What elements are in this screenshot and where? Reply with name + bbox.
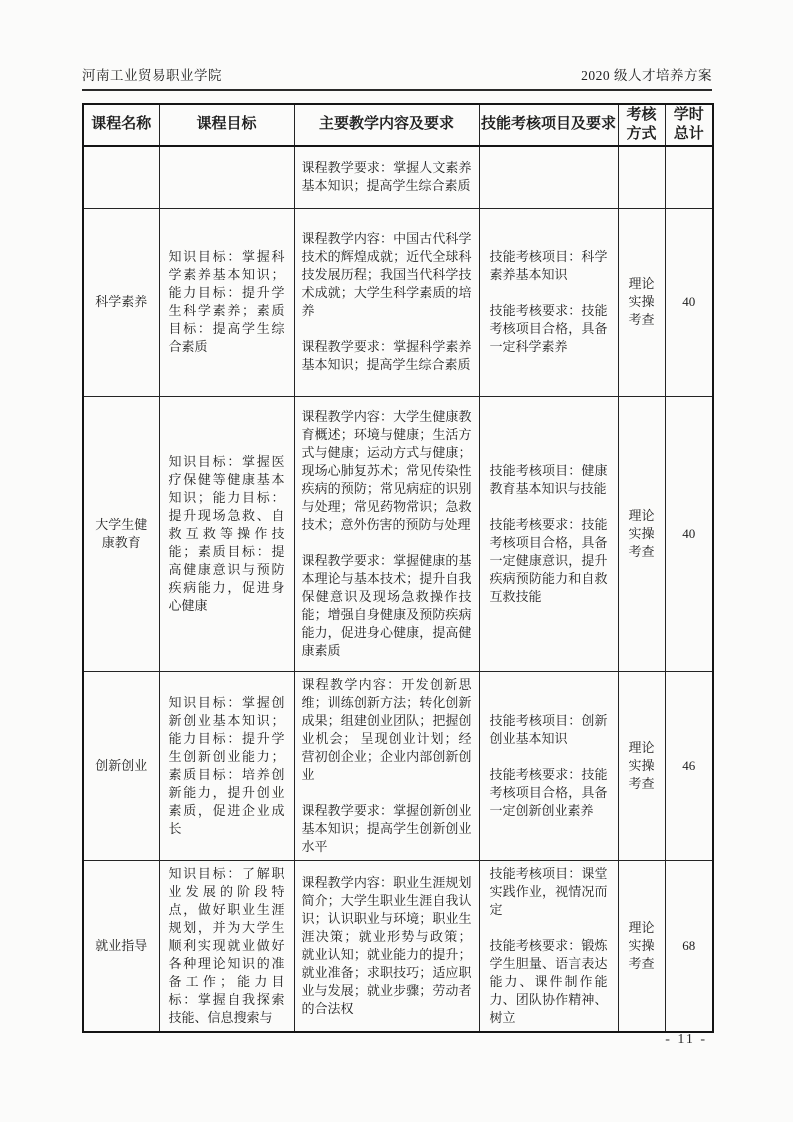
cell-course-name: 科学素养	[83, 208, 159, 396]
column-header-total-hours: 学时总计	[665, 104, 713, 146]
cell-course-objectives	[159, 146, 294, 208]
cell-total-hours: 40	[665, 208, 713, 396]
cell-skill-assessment	[479, 671, 618, 860]
assessment-item-text: 技能考核项目：科学素养基本知识	[489, 249, 608, 282]
assessment-requirement-text: 技能考核要求：锻炼学生胆量、语言表达能力、课件制作能力、团队协作精神、树立	[489, 937, 608, 1025]
teaching-content-text: 课程教学内容：中国古代科学技术的辉煌成就；近代全球科技发展历程；我国当代科学技术成就；大学生科学素质的培养	[301, 231, 472, 318]
course-table	[82, 103, 714, 1033]
cell-teaching-content	[294, 671, 479, 860]
cell-course-objectives: 知识目标：掌握科学素养基本知识；能力目标：提升学生科学素养；素质目标：提高学生综合素质	[159, 208, 294, 396]
table-row	[83, 208, 713, 396]
cell-assessment-method: 理论实操考查	[618, 208, 665, 396]
teaching-requirement-text: 课程教学要求：掌握人文素养基本知识；提高学生综合素质	[301, 160, 472, 194]
header-school-name: 河南工业贸易职业学院	[82, 68, 222, 83]
column-header-course-objectives: 课程目标	[159, 104, 294, 146]
cell-assessment-method: 理论实操考查	[618, 671, 665, 860]
column-header-course-name: 课程名称	[83, 104, 159, 146]
cell-teaching-content	[294, 208, 479, 396]
table-row	[83, 671, 713, 860]
cell-teaching-content	[294, 146, 479, 208]
teaching-requirement-text: 课程教学要求：掌握创新创业基本知识；提高学生创新创业水平	[301, 802, 472, 854]
teaching-content-text: 课程教学内容：开发创新思维；训练创新方法；转化创新成果；组建创业团队；把握创业机会； 呈现创业计划；经营初创企业；企业内部创新创业	[301, 676, 472, 782]
cell-course-name: 大学生健康教育	[83, 396, 159, 671]
assessment-requirement-text: 技能考核要求：技能考核项目合格，具备一定科学素养	[489, 303, 608, 354]
cell-skill-assessment	[479, 208, 618, 396]
cell-assessment-method: 理论实操考查	[618, 860, 665, 1032]
assessment-item-text: 技能考核项目：课堂实践作业，视情况而定	[489, 865, 608, 917]
teaching-content-text: 课程教学内容：职业生涯规划简介；大学生职业生涯自我认识；认识职业与环境；职业生涯决策；就业形势与政策； 就业认知；就业能力的提升； 就业准备；求职技巧；适应职业与发展；就业步骤；劳动者的合法权	[301, 874, 472, 1016]
table-row	[83, 396, 713, 671]
header-plan-title: 2020 级人才培养方案	[581, 68, 712, 83]
teaching-requirement-text: 课程教学要求：掌握科学素养基本知识；提高学生综合素质	[301, 339, 472, 372]
assessment-item-text: 技能考核项目：创新创业基本知识	[489, 712, 608, 746]
cell-course-objectives: 知识目标：掌握医疗保健等健康基本知识；能力目标：提升现场急救、自救互救等操作技能；素质目标：提高健康意识与预防疾病能力，促进身心健康	[159, 396, 294, 671]
teaching-content-text: 课程教学内容：大学生健康教育概述；环境与健康；生活方式与健康；运动方式与健康；现场心肺复苏术；常见传染性疾病的预防；常见病症的识别与处理；常见药物常识；急救技术；意外伤害的预防与处理	[301, 408, 472, 532]
table-row	[83, 860, 713, 1032]
cell-teaching-content	[294, 396, 479, 671]
cell-total-hours: 46	[665, 671, 713, 860]
cell-total-hours: 40	[665, 396, 713, 671]
assessment-item-text: 技能考核项目：健康教育基本知识与技能	[489, 462, 608, 496]
column-header-assessment-method: 考核方式	[618, 104, 665, 146]
assessment-requirement-text: 技能考核要求：技能考核项目合格，具备一定创新创业素养	[489, 766, 608, 818]
cell-course-name: 创新创业	[83, 671, 159, 860]
column-header-teaching-content: 主要教学内容及要求	[294, 104, 479, 146]
cell-assessment-method	[618, 146, 665, 208]
cell-course-name: 就业指导	[83, 860, 159, 1032]
cell-skill-assessment	[479, 396, 618, 671]
assessment-requirement-text: 技能考核要求：技能考核项目合格，具备一定健康意识，提升疾病预防能力和自救互救技能	[489, 516, 608, 604]
cell-total-hours	[665, 146, 713, 208]
cell-skill-assessment	[479, 146, 618, 208]
cell-course-name	[83, 146, 159, 208]
document-header	[82, 64, 712, 91]
page-number: - 11 -	[665, 1032, 707, 1047]
column-header-skill-assessment: 技能考核项目及要求	[479, 104, 618, 146]
cell-total-hours: 68	[665, 860, 713, 1032]
teaching-requirement-text: 课程教学要求：掌握健康的基本理论与基本技术；提升自我保健意识及现场急救操作技能；增强自身健康及预防疾病能力，促进身心健康，提高健康素质	[301, 552, 472, 658]
cell-teaching-content	[294, 860, 479, 1032]
cell-skill-assessment	[479, 860, 618, 1032]
cell-course-objectives: 知识目标：掌握创新创业基本知识；能力目标：提升学生创新创业能力；素质目标：培养创新能力，提升创业素质，促进企业成长	[159, 671, 294, 860]
table-row	[83, 146, 713, 208]
cell-assessment-method: 理论实操考查	[618, 396, 665, 671]
cell-course-objectives: 知识目标：了解职业发展的阶段特点，做好职业生涯规划，并为大学生顺利实现就业做好各种理论知识的准备工作；能力目标：掌握自我探索技能、信息搜索与	[159, 860, 294, 1032]
table-header-row	[83, 104, 713, 146]
